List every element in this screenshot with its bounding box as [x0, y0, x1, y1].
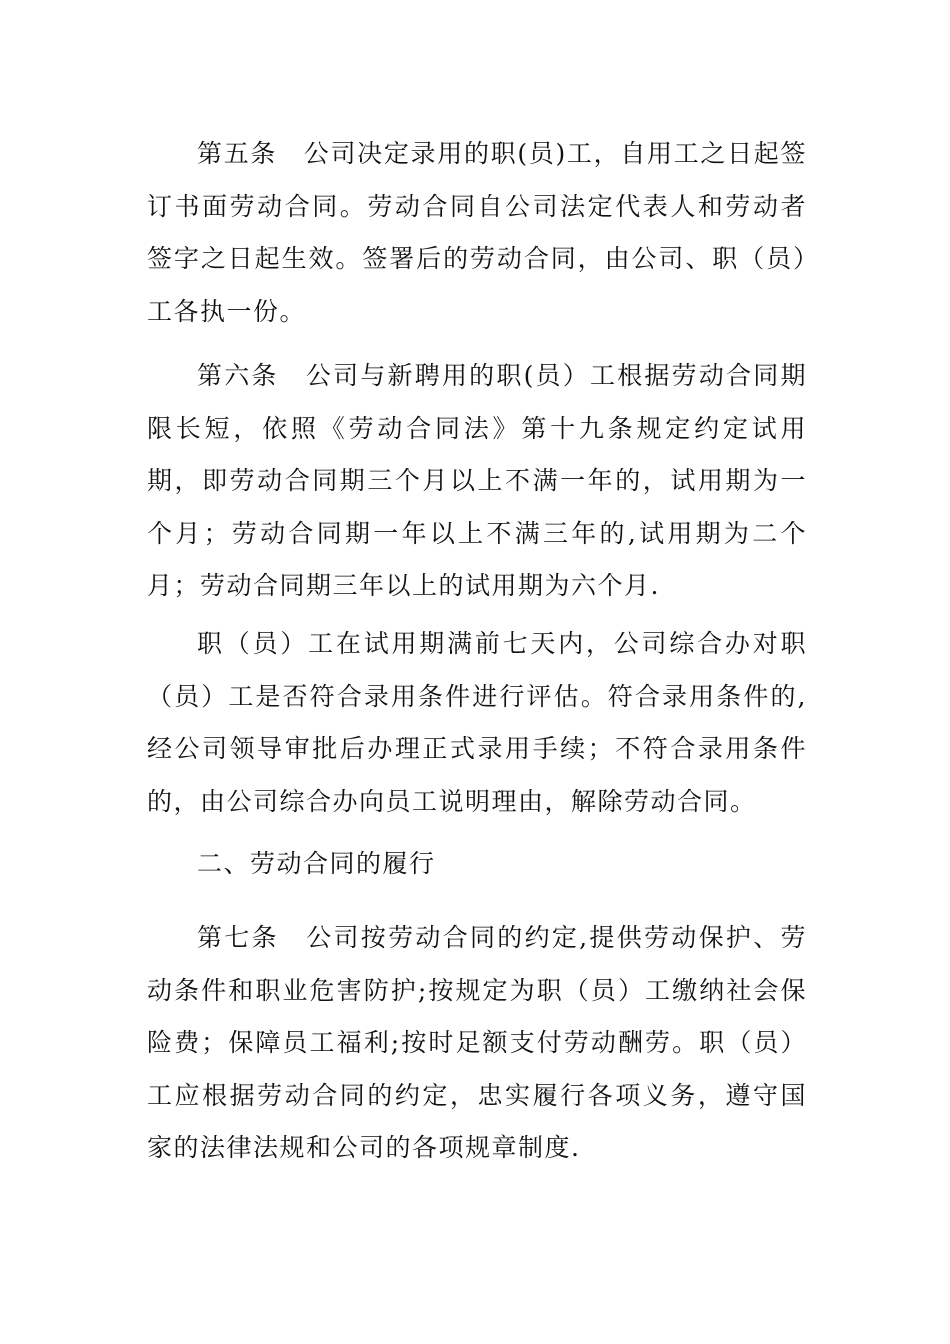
- article-7-paragraph: 第七条 公司按劳动合同的约定,提供劳动保护、劳动条件和职业危害防护;按规定为职（员）工缴纳社会保险费；保障员工福利;按时足额支付劳动酬劳。职（员）工应根据劳动合同的约定，忠实履行各项义务，遵守国家的法律法规和公司的各项规章制度.: [147, 923, 807, 1162]
- article-6-paragraph: 第六条 公司与新聘用的职(员）工根据劳动合同期限长短，依照《劳动合同法》第十九条规定约定试用期，即劳动合同期三个月以上不满一年的，试用期为一个月；劳动合同期一年以上不满三年的,试用期为二个月；劳动合同期三年以上的试用期为六个月.: [147, 361, 807, 600]
- article-5-paragraph: 第五条 公司决定录用的职(员)工，自用工之日起签订书面劳动合同。劳动合同自公司法定代表人和劳动者签字之日起生效。签署后的劳动合同，由公司、职（员）工各执一份。: [147, 139, 807, 326]
- probation-evaluation-paragraph: 职（员）工在试用期满前七天内，公司综合办对职（员）工是否符合录用条件进行评估。符合录用条件的,经公司领导审批后办理正式录用手续；不符合录用条件的，由公司综合办向员工说明理由，解除劳动合同。: [147, 629, 807, 816]
- section-heading: 二、劳动合同的履行: [197, 849, 436, 878]
